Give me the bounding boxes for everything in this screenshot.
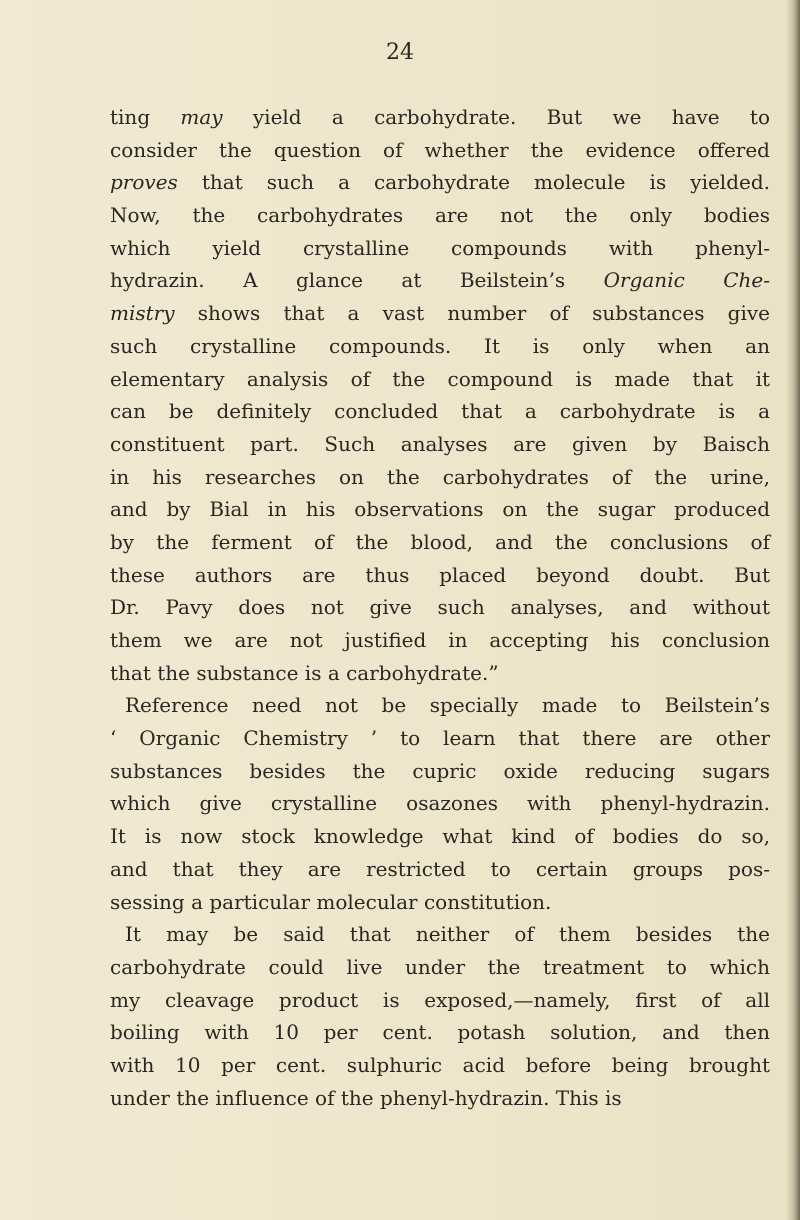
- text-segment: It is now stock knowledge what kind of bodies do so,: [110, 824, 770, 849]
- text-line: [110, 918, 770, 951]
- text-line: [110, 951, 770, 984]
- text-segment: my cleavage product is exposed,—namely, first of all: [110, 987, 770, 1012]
- text-line: [110, 166, 770, 199]
- text-segment: these authors are thus placed beyond doubt. But: [110, 562, 770, 587]
- text-line: [110, 1016, 770, 1049]
- text-line: [110, 559, 770, 592]
- italic-text: proves: [110, 170, 178, 195]
- text-line: [110, 984, 770, 1017]
- text-segment: them we are not justified in accepting his conclusion: [110, 628, 770, 652]
- text-line: [110, 526, 770, 559]
- text-segment: yield a carbohydrate. But we have to: [222, 105, 770, 129]
- text-line: [110, 264, 770, 297]
- text-segment: with 10 per cent. sulphuric acid before being brought: [110, 1052, 770, 1077]
- text-segment: which yield crystalline compounds with phenyl-: [110, 235, 770, 260]
- text-segment: carbohydrate could live under the treatment to which: [110, 954, 770, 979]
- text-segment: and by Bial in his observations on the sugar produced: [110, 497, 770, 522]
- text-line: [110, 330, 770, 363]
- italic-text: may: [180, 105, 223, 129]
- text-segment: and that they are restricted to certain groups pos-: [110, 856, 770, 881]
- text-line: [110, 689, 770, 722]
- text-segment: It may be said that neither of them besides the: [125, 922, 770, 947]
- text-segment: in his researches on the carbohydrates of the urine,: [110, 464, 770, 489]
- text-line: [110, 101, 770, 134]
- text-segment: Now, the carbohydrates are not the only bodies: [110, 203, 770, 228]
- text-line: [110, 820, 770, 853]
- text-line: [110, 297, 770, 330]
- text-line: [110, 493, 770, 526]
- page-edge-shadow: [786, 0, 800, 1220]
- text-line: [110, 199, 770, 232]
- text-segment: ‘ Organic Chemistry ’ to learn that there are other: [110, 726, 770, 751]
- text-segment: ting: [110, 105, 181, 129]
- text-segment: Dr. Pavy does not give such analyses, and without: [110, 595, 770, 620]
- text-line: [110, 363, 770, 396]
- text-segment: consider the question of whether the evidence offered: [110, 137, 770, 162]
- text-segment: boiling with 10 per cent. potash solution, and then: [110, 1020, 770, 1045]
- text-line: [110, 853, 770, 886]
- text-line: [110, 232, 770, 265]
- text-segment: hydrazin. A glance at Beilstein’s: [110, 268, 604, 293]
- text-segment: such crystalline compounds. It is only when an: [110, 333, 770, 358]
- text-line: [110, 624, 770, 657]
- text-segment: by the ferment of the blood, and the conclusions of: [110, 529, 770, 554]
- text-line: [110, 1082, 770, 1115]
- text-line: [110, 428, 770, 461]
- italic-text: mistry: [110, 301, 175, 326]
- text-segment: that such a carbohydrate molecule is yielded.: [177, 170, 770, 195]
- text-segment: which give crystalline osazones with phenyl-hydrazin.: [110, 791, 770, 816]
- text-segment: shows that a vast number of substances give: [174, 301, 770, 326]
- italic-text: Organic Che-: [603, 268, 770, 293]
- text-line: [110, 787, 770, 820]
- page-number: 24: [386, 40, 414, 65]
- text-line: [110, 461, 770, 494]
- text-line: [110, 886, 770, 919]
- text-line: [110, 1049, 770, 1082]
- text-line: [110, 591, 770, 624]
- body-text: [110, 101, 770, 1114]
- text-segment: that the substance is a carbohydrate.”: [110, 660, 499, 685]
- text-segment: under the influence of the phenyl-hydrazin. This is: [110, 1085, 622, 1110]
- text-segment: elementary analysis of the compound is made that it: [110, 366, 770, 391]
- text-segment: substances besides the cupric oxide reducing sugars: [110, 758, 770, 783]
- text-line: [110, 657, 770, 690]
- text-line: [110, 755, 770, 788]
- text-line: [110, 395, 770, 428]
- text-segment: sessing a particular molecular constitution.: [110, 889, 552, 914]
- text-line: [110, 134, 770, 167]
- text-segment: can be definitely concluded that a carbohydrate is a: [110, 399, 770, 424]
- text-segment: Reference need not be specially made to Beilstein’s: [125, 693, 770, 718]
- text-segment: constituent part. Such analyses are given by Baisch: [110, 431, 770, 456]
- text-line: [110, 722, 770, 755]
